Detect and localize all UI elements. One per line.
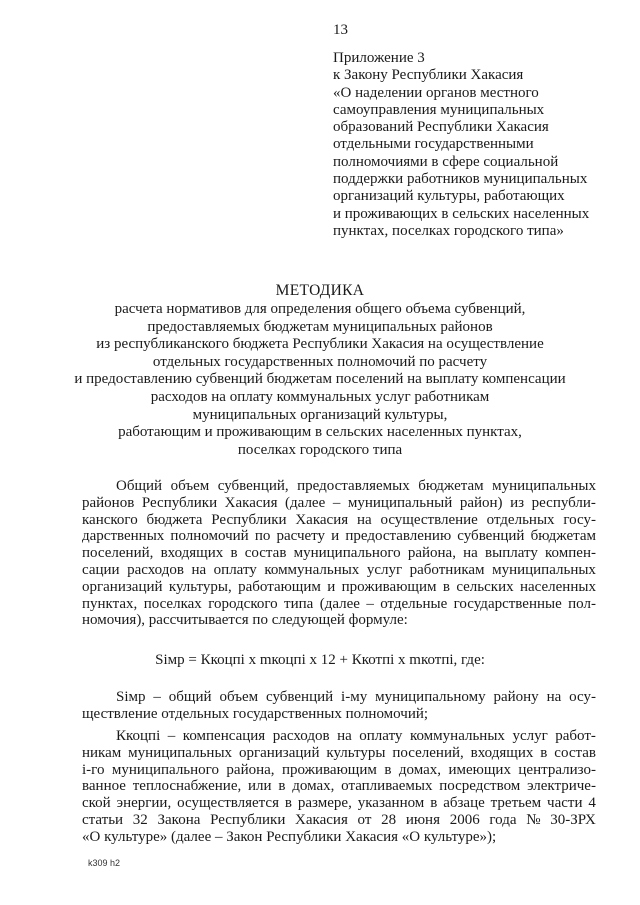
paragraph-word: 4 bbox=[588, 795, 596, 812]
paragraph-word: № bbox=[526, 811, 541, 828]
paragraph-word: 30-ЗРХ bbox=[550, 811, 596, 828]
appendix-line: полномочиями в сфере социальной bbox=[333, 153, 559, 170]
subtitle-line: отдельных государственных полномочий по расчету bbox=[152, 353, 488, 370]
paragraph-word: на bbox=[337, 728, 352, 744]
paragraph-word: в bbox=[384, 761, 392, 778]
paragraph-word: услуг bbox=[366, 561, 403, 578]
paragraph-word: коммунальных bbox=[264, 561, 360, 578]
appendix-line: отдельными государственными bbox=[333, 136, 534, 153]
paragraph-word: 2006 bbox=[449, 811, 480, 828]
paragraph-word: расходов bbox=[127, 561, 184, 578]
paragraph-word: (далее bbox=[319, 595, 360, 612]
paragraph-line bbox=[82, 612, 596, 629]
paragraph-word: поселках bbox=[143, 595, 202, 612]
paragraph-word: Хакасия bbox=[224, 494, 278, 511]
paragraph-word: объем bbox=[219, 689, 259, 705]
paragraph-word: полномочий bbox=[170, 528, 249, 545]
paragraph-word: – bbox=[366, 595, 374, 612]
paragraph-word: в bbox=[442, 578, 450, 595]
paragraph-word: ванное bbox=[82, 778, 126, 795]
paragraph-word: бюджетам bbox=[418, 478, 484, 494]
paragraph-word: работникам bbox=[409, 561, 485, 578]
paragraph-word: проживающим bbox=[282, 761, 377, 778]
appendix-line: Приложение 3 bbox=[333, 50, 425, 66]
paragraph-line bbox=[82, 762, 596, 779]
paragraph-word: предоставлению bbox=[345, 528, 452, 545]
paragraph-line bbox=[82, 478, 596, 495]
paragraph-word: i-го bbox=[82, 761, 105, 778]
paragraph-word: или bbox=[248, 778, 272, 795]
paragraph-word: года bbox=[489, 811, 517, 828]
paragraph-word: Siмр bbox=[116, 689, 146, 705]
paragraph-word: госу- bbox=[563, 511, 596, 528]
paragraph-word: указанном bbox=[357, 795, 425, 812]
paragraph-word: сельских bbox=[456, 578, 514, 595]
paragraph-word: выплату bbox=[485, 545, 538, 562]
paragraph-line bbox=[82, 778, 596, 795]
appendix-line: и проживающих в сельских населенных bbox=[333, 205, 590, 222]
paragraph-word: статьи bbox=[82, 811, 124, 828]
document-title: МЕТОДИКА bbox=[275, 282, 365, 299]
paragraph-general-volume bbox=[82, 478, 596, 629]
paragraph-word: (далее bbox=[285, 494, 326, 511]
paragraph-word: муниципальному bbox=[375, 689, 486, 705]
paragraph-line-text: номочия), рассчитывается по следующей формуле: bbox=[82, 612, 408, 629]
paragraph-word: электриче- bbox=[527, 778, 596, 795]
paragraph-word: сации bbox=[82, 561, 120, 578]
paragraph-word: расходов bbox=[272, 728, 330, 744]
paragraph-word: республи- bbox=[531, 494, 596, 511]
paragraph-word: на bbox=[546, 689, 562, 705]
paragraph-word: оплату bbox=[213, 561, 257, 578]
paragraph-word: района, bbox=[226, 761, 275, 778]
paragraph-line bbox=[82, 495, 596, 512]
paragraph-word: входящих bbox=[160, 545, 224, 562]
paragraph-definition-kkocpi bbox=[82, 728, 596, 846]
paragraph-word: дарственных bbox=[82, 528, 165, 545]
paragraph-word: третьем bbox=[490, 795, 542, 812]
paragraph-word: бюджета bbox=[146, 511, 203, 528]
paragraph-word: субвенций bbox=[457, 528, 525, 545]
paragraph-word: Ккоцпі bbox=[116, 728, 161, 744]
paragraph-word: в bbox=[540, 744, 548, 761]
paragraph-word: абзаце bbox=[443, 795, 485, 812]
paragraph-word: организаций bbox=[238, 744, 320, 761]
paragraph-word: муниципальных bbox=[492, 561, 596, 578]
paragraph-word: субвенций bbox=[266, 689, 334, 705]
paragraph-word: населенных bbox=[519, 578, 596, 595]
paragraph-word: муниципального bbox=[293, 545, 401, 562]
paragraph-word: государственные bbox=[453, 595, 562, 612]
paragraph-word: централизо- bbox=[518, 761, 596, 778]
subtitle-line: предоставляемых бюджетам муниципальных районов bbox=[147, 318, 493, 335]
paragraph-word: на bbox=[191, 561, 207, 578]
paragraph-word: в bbox=[284, 795, 292, 812]
paragraph-word: коммунальных bbox=[409, 728, 505, 744]
paragraph-word: оплату bbox=[359, 728, 403, 744]
appendix-line: организаций культуры, работающих bbox=[333, 188, 565, 205]
paragraph-line bbox=[82, 706, 596, 723]
paragraph-word: объем bbox=[170, 478, 210, 494]
paragraph-word: i-му bbox=[341, 689, 368, 705]
paragraph-line bbox=[82, 689, 596, 706]
paragraph-word: – bbox=[167, 728, 176, 744]
paragraph-word: состав bbox=[244, 545, 287, 562]
paragraph-word: культуры bbox=[326, 744, 386, 761]
paragraph-line bbox=[82, 596, 596, 613]
paragraph-word: Общий bbox=[116, 478, 163, 494]
appendix-line: самоуправления муниципальных bbox=[333, 101, 545, 118]
paragraph-word: 28 bbox=[381, 811, 397, 828]
paragraph-word: и bbox=[331, 528, 340, 545]
paragraph-word: домах, bbox=[292, 778, 335, 795]
paragraph-word: посредством bbox=[439, 778, 521, 795]
paragraph-word: имеющих bbox=[448, 761, 511, 778]
appendix-line: поддержки работников муниципальных bbox=[333, 171, 588, 188]
paragraph-line bbox=[82, 812, 596, 829]
paragraph-word: пол- bbox=[568, 595, 596, 612]
paragraph-word: по bbox=[254, 528, 271, 545]
paragraph-word: Хакасия bbox=[295, 811, 348, 828]
appendix-header bbox=[333, 50, 633, 240]
paragraph-word: на bbox=[463, 545, 478, 562]
paragraph-word: и bbox=[327, 578, 336, 595]
subtitle-line: и предоставлению субвенций бюджетам поселений на выплату компенсации bbox=[74, 371, 566, 388]
paragraph-word: работающим bbox=[238, 578, 321, 595]
paragraph-word: культуры, bbox=[168, 578, 232, 595]
paragraph-word: Республики bbox=[211, 511, 287, 528]
paragraph-word: домах, bbox=[398, 761, 442, 778]
paragraph-word: в bbox=[230, 545, 238, 562]
paragraph-definition-simr bbox=[82, 689, 596, 723]
paragraph-word: – bbox=[153, 689, 161, 705]
paragraph-word: – bbox=[332, 494, 341, 511]
paragraph-word: из bbox=[510, 494, 525, 511]
paragraph-word: части bbox=[547, 795, 583, 812]
paragraph-word: 32 bbox=[132, 811, 148, 828]
paragraph-line bbox=[82, 512, 596, 529]
paragraph-word: осуществление bbox=[380, 511, 478, 528]
paragraph-word: осуществляется bbox=[177, 795, 279, 812]
paragraph-word: июня bbox=[405, 811, 440, 828]
paragraph-word: осу- bbox=[569, 689, 596, 705]
paragraph-word: компен- bbox=[545, 545, 596, 562]
paragraph-word: муниципального bbox=[111, 761, 219, 778]
paragraph-word: размере, bbox=[297, 795, 352, 812]
paragraph-word: никам bbox=[82, 744, 122, 761]
paragraph-word: компенсация bbox=[182, 728, 266, 744]
subtitle-line: муниципальных организаций культуры, bbox=[192, 406, 448, 423]
paragraph-word: канского bbox=[82, 511, 138, 528]
document-subtitle bbox=[30, 301, 610, 459]
paragraph-line bbox=[82, 728, 596, 745]
paragraph-word: теплоснабжение, bbox=[132, 778, 242, 795]
paragraph-word: типа bbox=[284, 595, 314, 612]
appendix-line: пунктах, поселках городского типа» bbox=[333, 222, 564, 239]
paragraph-word: ской bbox=[82, 795, 111, 812]
paragraph-line bbox=[82, 745, 596, 762]
paragraph-line bbox=[82, 829, 596, 846]
formula: Siмр = Ккоцпі х mкоцпі х 12 + Ккотпі х mкотпі, где: bbox=[155, 652, 485, 668]
paragraph-line bbox=[82, 795, 596, 812]
paragraph-word: предоставляемых bbox=[297, 478, 410, 494]
paragraph-word: на bbox=[356, 511, 372, 528]
paragraph-word: расчету bbox=[276, 528, 326, 545]
subtitle-line: из республиканского бюджета Республики Хакасия на осуществление bbox=[96, 336, 544, 353]
paragraph-word: организаций bbox=[82, 578, 163, 595]
paragraph-line bbox=[82, 528, 596, 545]
subtitle-line: расходов на оплату коммунальных услуг работникам bbox=[150, 388, 490, 405]
paragraph-word: Закона bbox=[157, 811, 201, 828]
paragraph-word: от bbox=[357, 811, 372, 828]
paragraph-word: работ- bbox=[555, 728, 596, 744]
paragraph-word: общий bbox=[168, 689, 212, 705]
paragraph-word: поселений, bbox=[82, 545, 154, 562]
paragraph-word: району bbox=[493, 689, 539, 705]
paragraph-word: муниципальных bbox=[128, 744, 233, 761]
paragraph-word: муниципальный bbox=[347, 494, 453, 511]
paragraph-word: поселений, bbox=[392, 744, 464, 761]
paragraph-word: в bbox=[278, 778, 286, 795]
paragraph-word: субвенций, bbox=[217, 478, 289, 494]
paragraph-word: отдельных bbox=[486, 511, 555, 528]
paragraph-word: входящих bbox=[470, 744, 534, 761]
paragraph-word: состав bbox=[554, 744, 596, 761]
paragraph-word: Хакасия bbox=[295, 511, 349, 528]
paragraph-word: пунктах, bbox=[82, 595, 138, 612]
paragraph-word: услуг bbox=[512, 728, 548, 744]
subtitle-line: работающим и проживающим в сельских населенных пунктах, bbox=[118, 424, 522, 441]
paragraph-line-text: ществление отдельных государственных полномочий; bbox=[82, 705, 429, 722]
paragraph-word: районов bbox=[82, 494, 135, 511]
paragraph-word: в bbox=[430, 795, 438, 812]
paragraph-word: Республики bbox=[210, 811, 286, 828]
paragraph-line bbox=[82, 579, 596, 596]
footer-code: k309 h2 bbox=[88, 858, 121, 868]
paragraph-word: городского bbox=[208, 595, 278, 612]
paragraph-word: Республики bbox=[141, 494, 218, 511]
paragraph-word: проживающим bbox=[341, 578, 437, 595]
paragraph-word: отдельные bbox=[380, 595, 448, 612]
paragraph-word: энергии, bbox=[116, 795, 172, 812]
subtitle-line: расчета нормативов для определения общего объема субвенций, bbox=[114, 301, 526, 317]
subtitle-line: поселках городского типа bbox=[237, 441, 403, 458]
paragraph-word: отапливаемых bbox=[341, 778, 433, 795]
appendix-line: «О наделении органов местного bbox=[333, 84, 539, 101]
paragraph-word: бюджетам bbox=[530, 528, 596, 545]
paragraph-line-text: «О культуре» (далее – Закон Республики Хакасия «О культуре»); bbox=[82, 828, 497, 845]
page-number: 13 bbox=[333, 22, 348, 38]
paragraph-word: района, bbox=[407, 545, 456, 562]
appendix-line: образований Республики Хакасия bbox=[333, 119, 549, 136]
paragraph-line bbox=[82, 562, 596, 579]
appendix-line: к Закону Республики Хакасия bbox=[333, 67, 524, 84]
paragraph-word: район) bbox=[459, 494, 503, 511]
paragraph-word: муниципальных bbox=[492, 478, 596, 494]
paragraph-line bbox=[82, 545, 596, 562]
